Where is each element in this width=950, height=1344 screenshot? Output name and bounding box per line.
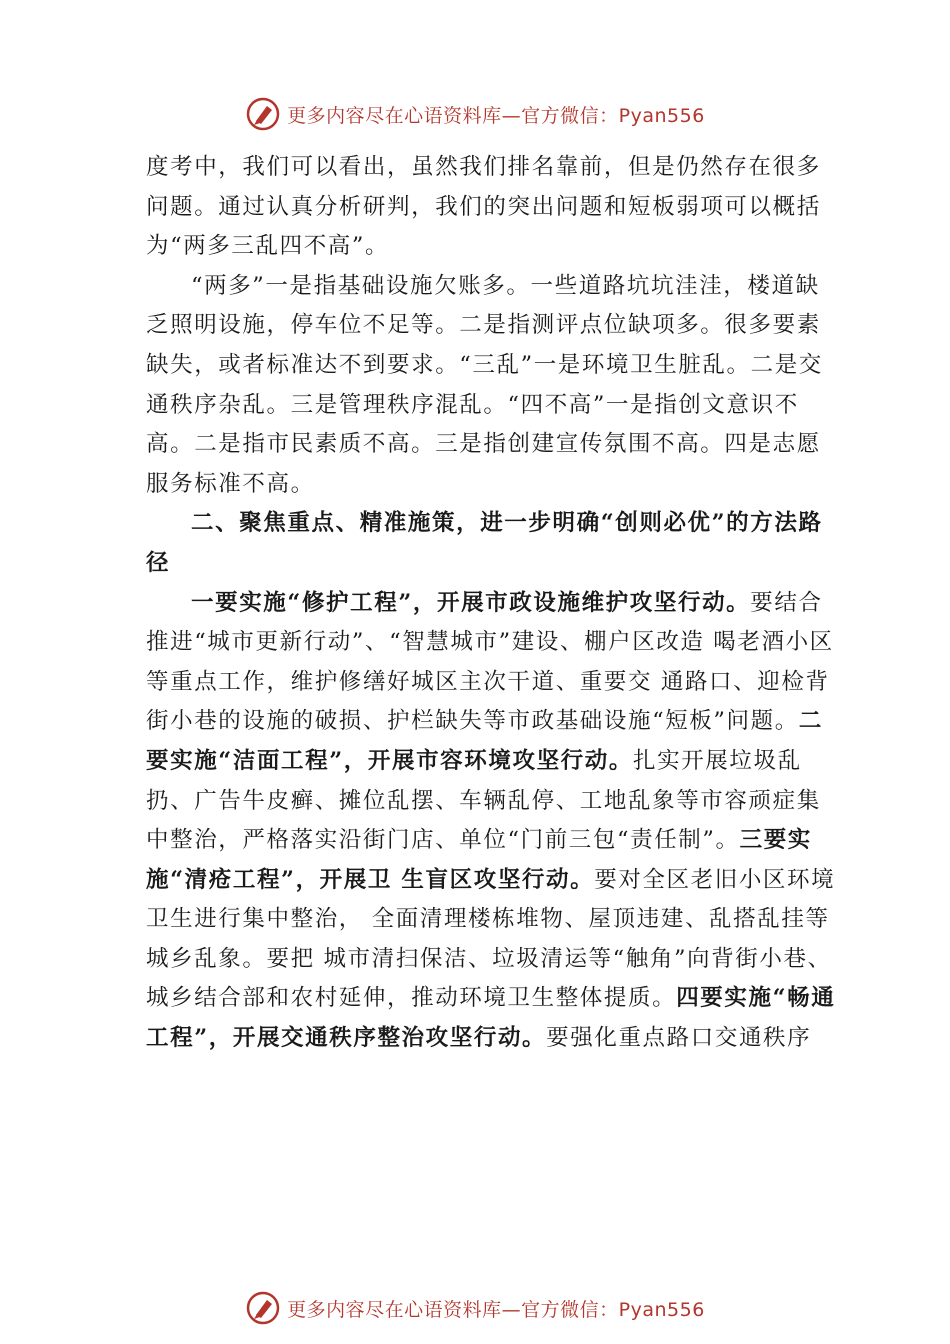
header-watermark-banner: [0, 94, 950, 134]
paragraph-3: [146, 584, 836, 1059]
text-2: 扎实开展垃圾乱扔、广告牛皮癣、摊位乱摆、车辆乱停、工地乱象等市容顽症集中整治，严格落实沿街门店、单位“门前三包“责任制”。: [146, 747, 821, 854]
pen-nib-logo-icon: [245, 96, 281, 132]
section-heading: 二、聚焦重点、精准施策，进一步明确“创则必优”的方法路径: [146, 510, 823, 576]
text-4: 要强化重点路口交通秩序: [546, 1025, 812, 1052]
paragraph-1: 度考中，我们可以看出，虽然我们排名靠前，但是仍然存在很多问题。通过认真分析研判，我们的突出问题和短板弱项可以概括为“两多三乱四不高”。: [146, 154, 821, 260]
watermark-text: 更多内容尽在心语资料库—官方微信：Pyan556: [287, 104, 705, 127]
bold-lead-2: 二要实施“洁面工程”，开展市容环境攻坚行动。: [146, 708, 823, 774]
footer-watermark-banner: [0, 1288, 950, 1328]
document-body: [146, 148, 836, 1059]
paragraph-2: “两多”一是指基础设施欠账多。一些道路坑坑洼洼，楼道缺乏照明设施，停车位不足等。二是指测评点位缺项多。很多要素缺失，或者标准达不到要求。“三乱”一是环境卫生脏乱。二是交通秩序杂乱。三是管理秩序混乱。“四不高”一是指创文意识不高。二是指市民素质不高。三是指创建宣传氛围不高。四是志愿服务标准不高。: [146, 272, 823, 497]
bold-lead-4: 四要实施“畅通工程”，开展交通秩序整治攻坚行动。: [146, 985, 836, 1052]
watermark-text: 更多内容尽在心语资料库—官方微信：Pyan556: [287, 1298, 705, 1321]
bold-lead-1: 一要实施“修护工程”，开展市政设施维护攻坚行动。: [191, 589, 751, 616]
text-3: 要对全区老旧小区环境卫生进行集中整治， 全面清理楼栋堆物、屋顶违建、乱搭乱挂等城乡乱象。要把 城市清扫保洁、垃圾清运等“触角”向背街小巷、城乡结合部和农村延伸，推动环境卫生整体提质。: [146, 866, 836, 1012]
bold-lead-3: 三要实施“清疮工程”，开展卫 生盲区攻坚行动。: [146, 827, 812, 893]
pen-nib-logo-icon: [245, 1290, 281, 1326]
text-1: 要结合推进“城市更新行动”、“智慧城市”建设、棚户区改造 喝老酒小区等重点工作，维护修缮好城区主次干道、重要交 通路口、迎检背街小巷的设施的破损、护栏缺失等市政基础设施“短板”问题。: [146, 589, 834, 735]
